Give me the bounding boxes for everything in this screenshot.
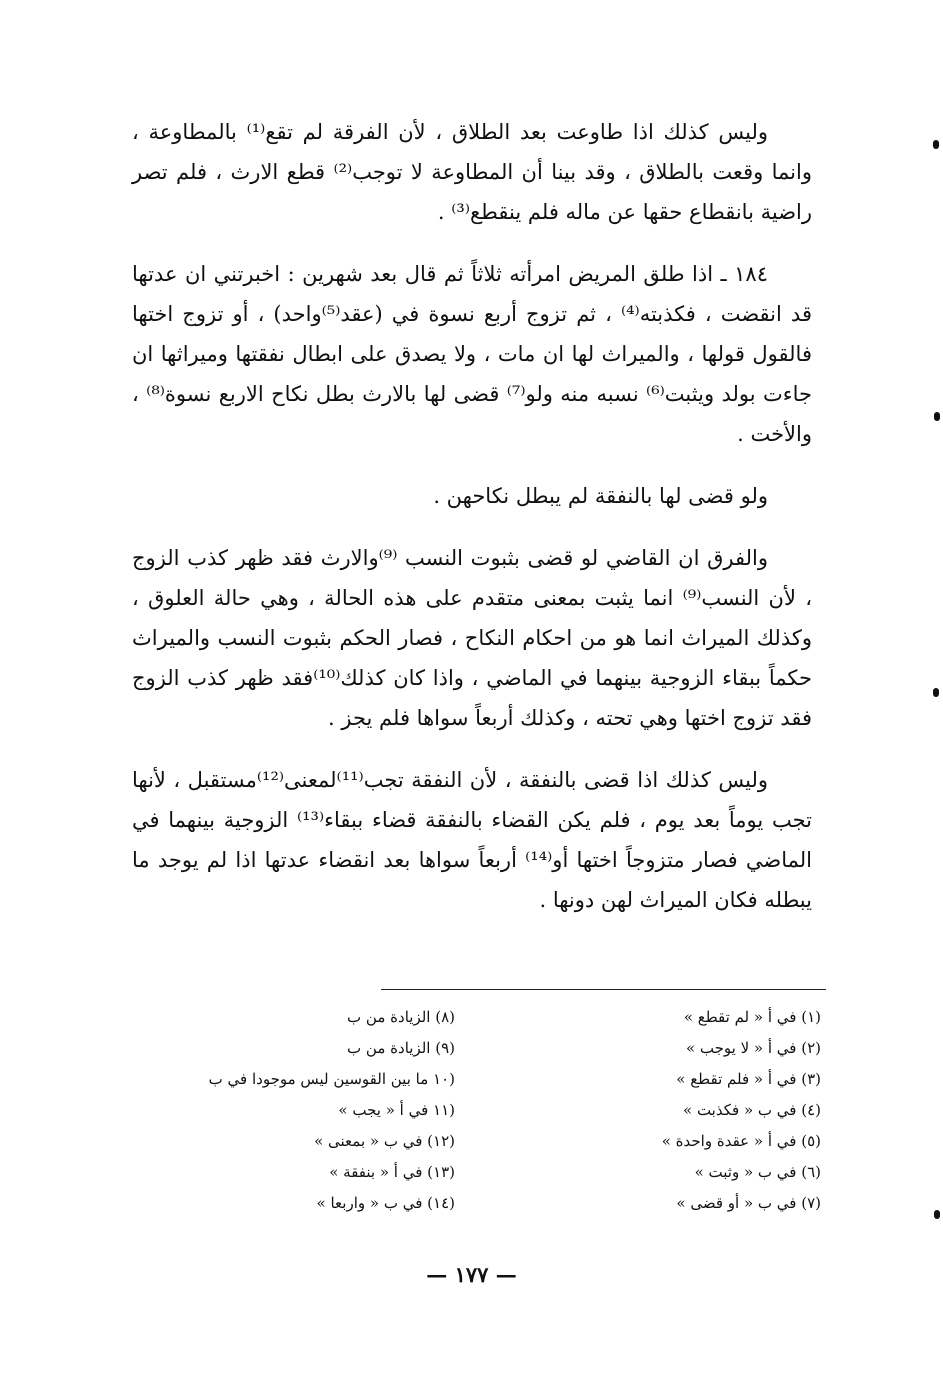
footnote: (٢) في أ « لا يوجب »: [685, 1039, 821, 1057]
footnote: (١٣) في أ « بنفقة »: [329, 1163, 455, 1181]
footnote: (٧) في ب « أو قضى »: [676, 1194, 821, 1212]
footnote: (٩) الزيادة من ب: [347, 1039, 455, 1057]
scan-mark: [933, 688, 939, 697]
paragraph: ١٨٤ ـ اذا طلق المريض امرأته ثلاثاً ثم قال بعد شهرين : اخبرتني ان عدتها قد انقضت ، فكذبته⁽⁴⁾ ، ثم تزوج أربع نسوة في (عقد⁽⁵⁾واحد) ، أو تزوج اختها فالقول قولها ، والميراث لها ان مات ، ولا يصدق على ابطال نفقتها وميراثها ان جاءت بولد ويثبت⁽⁶⁾ نسبه منه ولو⁽⁷⁾ قضى لها بالارث بطل نكاح الاربع نسوة⁽⁸⁾ ، والأخت .: [132, 262, 812, 446]
scan-mark: [933, 140, 939, 149]
scan-mark: [934, 412, 940, 421]
footnote: (١٤) في ب « واربعا »: [316, 1194, 455, 1212]
scan-mark: [934, 1210, 940, 1219]
footnote: (٣) في أ « فلم تقطع »: [676, 1070, 821, 1088]
paragraph: وليس كذلك اذا قضى بالنفقة ، لأن النفقة تجب⁽¹¹⁾لمعنى⁽¹²⁾مستقبل ، لأنها تجب يوماً بعد يوم ، فلم يكن القضاء بالنفقة قضاء ببقاء⁽¹³⁾ الزوجية بينهما في الماضي فصار متزوجاً اختها أو⁽¹⁴⁾ أربعاً سواها بعد انقضاء عدتها اذا لم يوجد ما يبطله فكان الميراث لهن دونها .: [132, 768, 812, 912]
footnote: (١) في أ « لم تقطع »: [683, 1008, 821, 1026]
footnote: (٨) الزيادة من ب: [347, 1008, 455, 1026]
footnote: (٥) في أ « عقدة واحدة »: [661, 1132, 821, 1150]
paragraph: وليس كذلك اذا طاوعت بعد الطلاق ، لأن الفرقة لم تقع⁽¹⁾ بالمطاوعة ، وانما وقعت بالطلاق ، وقد بينا أن المطاوعة لا توجب⁽²⁾ قطع الارث ، فلم تصر راضية بانقطاع حقها عن ماله فلم ينقطع⁽³⁾ .: [132, 120, 812, 224]
footnote: (١١ في أ « يجب »: [338, 1101, 455, 1119]
footnotes-right-column: [581, 1002, 821, 1219]
footnotes-left-column: [135, 1002, 455, 1219]
footnote: (١٠ ما بين القوسين ليس موجودا في ب: [208, 1070, 455, 1088]
paragraph: والفرق ان القاضي لو قضى بثبوت النسب ⁽⁹⁾والارث فقد ظهر كذب الزوج ، لأن النسب⁽⁹⁾ انما يثبت بمعنى متقدم على هذه الحالة ، وهي حالة العلوق ، وكذلك الميراث انما هو من احكام النكاح ، فصار الحكم بثبوت النسب والميراث حكماً ببقاء الزوجية بينهما في الماضي ، واذا كان كذلك⁽¹⁰⁾فقد ظهر كذب الزوج فقد تزوج اختها وهي تحته ، وكذلك أربعاً سواها فلم يجز .: [132, 546, 813, 730]
footnote: (٤) في ب « فكذبت »: [683, 1101, 821, 1119]
footnote: (١٢) في ب « بمعنى »: [314, 1132, 455, 1150]
main-text: [132, 112, 812, 942]
footnote-divider: [381, 989, 826, 990]
footnote: (٦) في ب « وثبت »: [694, 1163, 821, 1181]
paragraph: ولو قضى لها بالنفقة لم يبطل نكاحهن .: [433, 484, 768, 508]
page-number: — ١٧٧ —: [426, 1262, 517, 1287]
